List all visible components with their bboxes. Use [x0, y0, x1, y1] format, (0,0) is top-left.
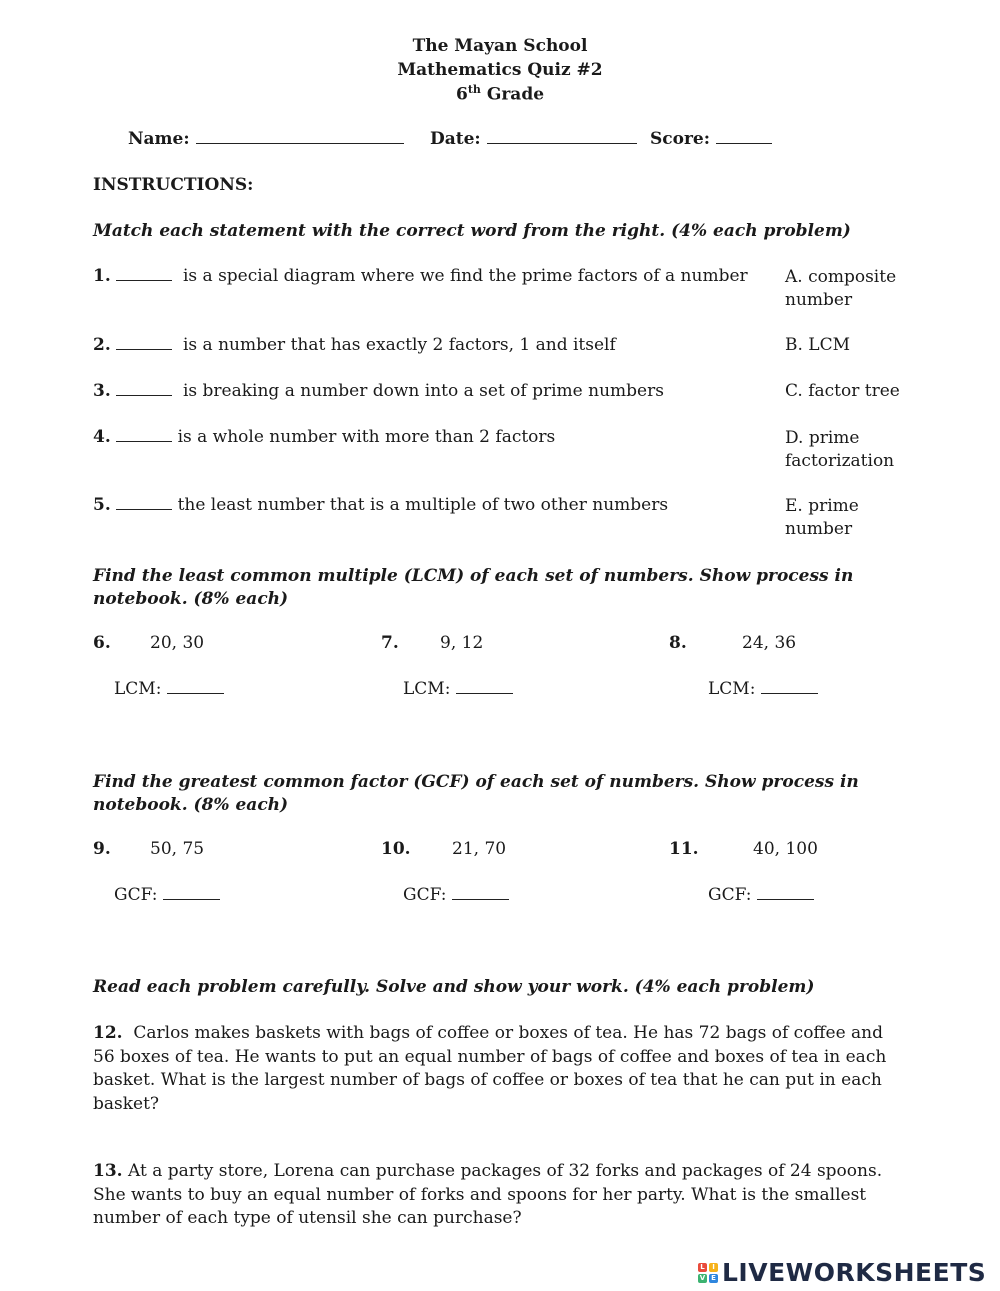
problem-numbers: 9, 12 — [440, 633, 484, 653]
grade-word: Grade — [486, 84, 545, 105]
score-label: Score: — [650, 129, 711, 149]
answer-blank-3[interactable] — [116, 381, 172, 396]
item-text: is a whole number with more than 2 factors — [177, 427, 556, 447]
problem-number: 7. — [381, 633, 399, 653]
item-text: the least number that is a multiple of two other numbers — [177, 495, 669, 515]
item-number: 5. — [93, 495, 111, 515]
match-option-d: D. prime factorization — [785, 428, 895, 471]
problem-number: 6. — [93, 633, 111, 653]
gcf-label: GCF: — [708, 885, 752, 905]
logo-block-l: L — [698, 1263, 707, 1272]
item-text: is breaking a number down into a set of prime numbers — [182, 381, 664, 401]
problem-number: 12. — [93, 1023, 123, 1043]
gcf-problem-11 — [669, 839, 818, 859]
match-item-2 — [93, 335, 616, 355]
gcf-blank-11[interactable] — [757, 885, 814, 900]
gcf-blank-9[interactable] — [163, 885, 220, 900]
lcm-answer-6 — [114, 679, 224, 699]
quiz-title: Mathematics Quiz #2 — [397, 60, 603, 80]
logo-block-e: E — [709, 1274, 718, 1283]
problem-number: 13. — [93, 1161, 123, 1181]
grade-suffix: th — [467, 83, 481, 96]
score-blank[interactable] — [716, 129, 772, 144]
gcf-answer-11 — [708, 885, 814, 905]
answer-blank-5[interactable] — [116, 495, 172, 510]
match-option-e: E. prime number — [785, 496, 859, 539]
lcm-blank-7[interactable] — [456, 679, 513, 694]
problem-text: At a party store, Lorena can purchase packages of 32 forks and packages of 24 spoons. She wants to buy an equal number of forks and spoons for her party. What is the smallest number of each type of utensil she can purchase? — [93, 1161, 883, 1228]
match-item-3 — [93, 381, 664, 401]
gcf-problem-10 — [381, 839, 506, 859]
gcf-label: GCF: — [114, 885, 158, 905]
grade-number: 6 — [455, 84, 468, 105]
lcm-blank-8[interactable] — [761, 679, 818, 694]
instructions-title: INSTRUCTIONS: — [93, 175, 254, 195]
logo-blocks-icon — [698, 1263, 718, 1283]
section2-title: Find the least common multiple (LCM) of each set of numbers. Show process in notebook. (8% each) — [93, 566, 854, 609]
grade-line — [0, 83, 1000, 105]
problem-numbers: 21, 70 — [452, 839, 507, 859]
section4-title: Read each problem carefully. Solve and show your work. (4% each problem) — [93, 977, 815, 997]
problem-numbers: 20, 30 — [150, 633, 205, 653]
name-blank[interactable] — [196, 129, 404, 144]
item-text: is a number that has exactly 2 factors, 1 and itself — [182, 335, 616, 355]
item-number: 4. — [93, 427, 111, 447]
lcm-blank-6[interactable] — [167, 679, 224, 694]
word-problem-13 — [93, 1160, 903, 1231]
section3-title: Find the greatest common factor (GCF) of each set of numbers. Show process in notebook. (8% each) — [93, 772, 859, 815]
liveworksheets-logo — [698, 1258, 986, 1287]
logo-block-i: I — [709, 1263, 718, 1272]
lcm-label: LCM: — [403, 679, 451, 699]
gcf-answer-10 — [403, 885, 509, 905]
name-field — [128, 129, 404, 149]
match-option-b: B. LCM — [785, 335, 851, 355]
school-name: The Mayan School — [412, 36, 588, 56]
logo-text: LIVEWORKSHEETS — [722, 1258, 987, 1287]
problem-number: 11. — [669, 839, 699, 859]
problem-text: Carlos makes baskets with bags of coffee or boxes of tea. He has 72 bags of coffee and 56 boxes of tea. He wants to put an equal number of bags of coffee and boxes of tea in each basket. What is the largest number of bags of coffee or boxes of tea that he can put in each basket? — [93, 1023, 887, 1114]
date-blank[interactable] — [487, 129, 637, 144]
match-item-4 — [93, 427, 555, 447]
gcf-blank-10[interactable] — [452, 885, 509, 900]
lcm-answer-8 — [708, 679, 818, 699]
gcf-label: GCF: — [403, 885, 447, 905]
item-number: 3. — [93, 381, 111, 401]
match-option-a: A. composite number — [785, 267, 897, 310]
item-number: 1. — [93, 266, 111, 286]
gcf-problem-9 — [93, 839, 204, 859]
problem-number: 8. — [669, 633, 687, 653]
date-field — [430, 129, 637, 149]
problem-number: 10. — [381, 839, 411, 859]
date-label: Date: — [430, 129, 481, 149]
item-text: is a special diagram where we find the prime factors of a number — [182, 266, 748, 286]
item-number: 2. — [93, 335, 111, 355]
score-field — [650, 129, 772, 149]
lcm-label: LCM: — [708, 679, 756, 699]
lcm-answer-7 — [403, 679, 513, 699]
answer-blank-1[interactable] — [116, 266, 172, 281]
answer-blank-4[interactable] — [116, 427, 172, 442]
problem-numbers: 50, 75 — [150, 839, 205, 859]
name-label: Name: — [128, 129, 190, 149]
lcm-label: LCM: — [114, 679, 162, 699]
problem-numbers: 40, 100 — [753, 839, 818, 859]
problem-numbers: 24, 36 — [742, 633, 797, 653]
problem-number: 9. — [93, 839, 111, 859]
match-item-5 — [93, 495, 668, 515]
match-item-1 — [93, 266, 748, 286]
logo-block-v: V — [699, 1273, 706, 1282]
match-option-c: C. factor tree — [785, 381, 900, 401]
word-problem-12 — [93, 1022, 893, 1116]
section1-title: Match each statement with the correct word from the right. (4% each problem) — [93, 221, 851, 241]
gcf-answer-9 — [114, 885, 220, 905]
lcm-problem-6 — [93, 633, 204, 653]
answer-blank-2[interactable] — [116, 335, 172, 350]
lcm-problem-7 — [381, 633, 483, 653]
lcm-problem-8 — [669, 633, 796, 653]
